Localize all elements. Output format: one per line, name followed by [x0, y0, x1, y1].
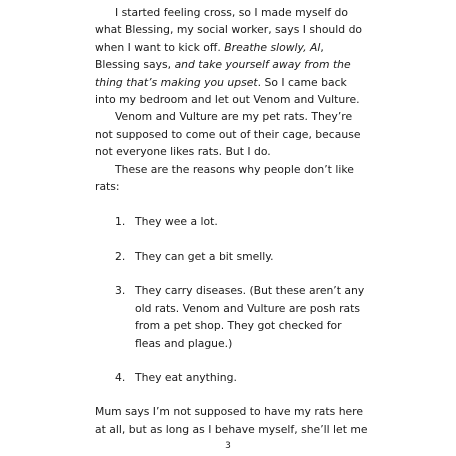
reasons-list [95, 213, 370, 386]
list-item-number: 4. [115, 370, 126, 384]
list-item [95, 213, 370, 230]
paragraph-1-segment-3: , Blessing says, [95, 40, 324, 72]
list-item [95, 282, 370, 352]
paragraph-1-italic-2: and take yourself away from the thing that’s making you upset [95, 58, 351, 89]
paragraph-3 [95, 161, 370, 196]
list-item-text: They can get a bit smelly. [135, 249, 274, 263]
closing-paragraph: Mum says I’m not supposed to have my rats here at all, but as long as I behave myself, she’ll let me [95, 405, 368, 436]
list-item-number: 3. [115, 284, 126, 298]
list-item [95, 248, 370, 265]
paragraph-1-italic-1: Breathe slowly, Al [224, 40, 321, 54]
paragraph-1-segment-5: . So I came back into my bedroom and let out Venom and Vulture. [95, 75, 360, 107]
list-item-number: 1. [115, 215, 126, 229]
list-item-text: They wee a lot. [135, 215, 218, 229]
paragraph-2 [95, 108, 370, 160]
paragraph-1-segment-1: I started feeling cross, so I made myself do what Blessing, my social worker, says I should do when I want to kick off. [95, 6, 363, 54]
page-number: 3 [225, 441, 231, 451]
list-item-text: They carry diseases. (But these aren’t any old rats. Venom and Vulture are posh rats from a pet shop. They got checked for fleas and plague.) [135, 284, 365, 350]
list-item-text: They eat anything. [135, 370, 237, 384]
page-body-text [95, 4, 370, 438]
list-item-number: 2. [115, 249, 126, 263]
paragraph-2-text: Venom and Vulture are my pet rats. They’re not supposed to come out of their cage, because not everyone likes rats. But I do. [95, 110, 361, 159]
list-item [95, 369, 370, 386]
paragraph-1 [95, 4, 370, 108]
paragraph-3-text: These are the reasons why people don’t like rats: [95, 162, 354, 194]
